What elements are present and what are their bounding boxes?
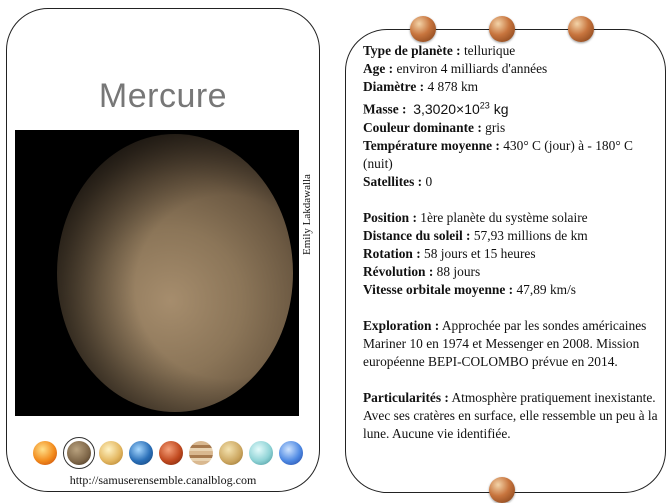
planet-card-front — [6, 8, 320, 492]
fact-color: Couleur dominante : gris — [363, 119, 506, 135]
photo-credit: Emily Lakdawalla — [301, 174, 313, 255]
fact-revolution: Révolution : 88 jours — [363, 263, 481, 279]
fact-mass: Masse : $3,3020\times 10^{23}$ kg — [363, 100, 509, 117]
fact-age: Age : environ 4 milliards d'années — [363, 61, 548, 76]
mercury-ball-icon — [489, 16, 515, 42]
planet-title: Mercure — [98, 77, 228, 115]
mercury-ball-icon — [489, 477, 515, 503]
fact-distance: Distance du soleil : 57,93 millions de km — [363, 227, 588, 243]
mercury-ball-icon — [568, 16, 594, 42]
planet-facts — [363, 42, 659, 443]
planet-card-back — [345, 29, 666, 493]
mercury-ball-icon — [410, 16, 436, 42]
particularities-paragraph: Particularités : Atmosphère pratiquement inexistante. Avec ses cratères en surface, elle ressemble un peu à la lune. Aucune vie identifiée. — [363, 389, 658, 441]
saturn-icon[interactable] — [219, 441, 243, 465]
exploration-paragraph: Exploration : Approchée par les sondes américaines Mariner 10 en 1974 et Messenger en 2008. Mission européenne BEPI-COLOMBO prévue en 2014. — [363, 317, 647, 369]
fact-diameter: Diamètre : 4 878 km — [363, 79, 479, 94]
mercury-icon[interactable] — [67, 441, 91, 465]
neptune-icon[interactable] — [279, 441, 303, 465]
source-url[interactable]: http://samuserensemble.canalblog.com — [69, 473, 257, 487]
fact-satellites: Satellites : 0 — [363, 173, 433, 189]
fact-orbital-speed: Vitesse orbitale moyenne : 47,89 km/s — [363, 281, 577, 297]
sun-icon[interactable] — [33, 441, 57, 465]
earth-icon[interactable] — [129, 441, 153, 465]
jupiter-icon[interactable] — [189, 441, 213, 465]
mercury-image — [57, 134, 293, 412]
mass-value: $3,3020\times 10^{23}$ kg — [413, 100, 509, 117]
uranus-icon[interactable] — [249, 441, 273, 465]
fact-temperature: Température moyenne : 430° C (jour) à - 180° C (nuit) — [363, 137, 633, 171]
venus-icon[interactable] — [99, 441, 123, 465]
planet-photo — [15, 130, 299, 416]
fact-type: Type de planète : tellurique — [363, 43, 516, 58]
mars-icon[interactable] — [159, 441, 183, 465]
fact-rotation: Rotation : 58 jours et 15 heures — [363, 245, 536, 261]
fact-position: Position : 1ère planète du système solaire — [363, 209, 588, 225]
